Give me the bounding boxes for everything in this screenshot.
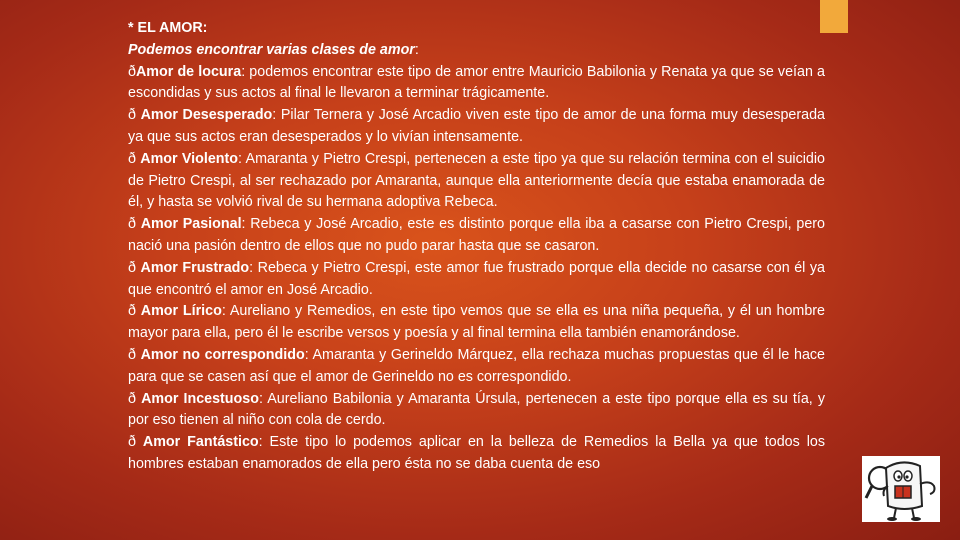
slide-content [128, 18, 825, 476]
love-type-item [128, 389, 825, 433]
subtitle-suffix: : [414, 41, 419, 58]
love-type-description: : Amaranta y Pietro Crespi, pertenecen a este tipo ya que su relación termina con el suicidio de Pietro Crespi, al ser rechazado por Amaranta, aunque ella anteriormente decía que estaba enamorada de él, y hasta se volvió rival de su hermana adoptiva Rebeca. [128, 150, 826, 211]
bullet-glyph: ð [128, 63, 136, 80]
bullet-glyph: ð [128, 434, 136, 451]
bullet-glyph: ð [128, 390, 136, 407]
love-type-description: : Este tipo lo podemos aplicar en la belleza de Remedios la Bella ya que todos los hombres estaban enamorados de ella pero ésta no se daba cuenta de eso [128, 434, 825, 472]
love-type-description: : Amaranta y Gerineldo Márquez, ella rechaza muchas propuestas que él le hace para que se casen así que el amor de Gerineldo no es correspondido. [128, 346, 825, 385]
slide-title: * EL AMOR: [128, 20, 208, 36]
love-type-description: : Rebeca y Pietro Crespi, este amor fue frustrado porque ella decide no casarse con él ya que encontró el amor en José Arcadio. [128, 259, 825, 298]
love-type-description: : Pilar Ternera y José Arcadio viven este tipo de amor de una forma muy desesperada ya que sus actos eran desesperados y lo vivían intensamente. [128, 107, 825, 145]
bullet-glyph: ð [128, 303, 136, 320]
subtitle-text: Podemos encontrar varias clases de amor [128, 41, 415, 58]
love-type-term: Amor Frustrado [140, 259, 250, 276]
love-type-term: Amor no correspondido [140, 346, 305, 363]
bullet-glyph: ð [128, 150, 136, 167]
love-type-item [128, 301, 825, 345]
love-type-item [128, 214, 825, 258]
slide-subtitle [128, 40, 825, 62]
bullet-glyph: ð [128, 259, 136, 276]
love-type-item [128, 105, 825, 149]
love-type-description: : Aureliano Babilonia y Amaranta Úrsula, pertenecen a este tipo porque ella es su tía, y por eso tienen al niño con cola de cerdo. [128, 390, 825, 429]
love-types-list [128, 62, 825, 476]
love-type-description: : Rebeca y José Arcadio, este es distinto porque ella iba a casarse con Pietro Crespi, pero nació una pasión dentro de ellos que no pudo parar hasta que se casaron. [128, 216, 825, 254]
bullet-glyph: ð [128, 216, 136, 233]
bullet-glyph: ð [128, 346, 136, 363]
love-type-item [128, 62, 825, 106]
love-type-term: Amor Violento [140, 150, 239, 167]
love-type-term: Amor Incestuoso [141, 390, 259, 407]
love-type-item [128, 345, 825, 389]
love-type-item [128, 432, 825, 476]
love-type-term: Amor Pasional [140, 216, 242, 233]
love-type-description: : Aureliano y Remedios, en este tipo vemos que se ella es una niña pequeña, y él un hombre mayor para ella, pero él le escribe versos y poesía y al final termina ella también enamorándose. [128, 303, 825, 342]
cartoon-book-character-icon [862, 456, 940, 522]
love-type-item [128, 258, 825, 302]
love-type-term: Amor de locura [135, 63, 242, 80]
love-type-description: : podemos encontrar este tipo de amor entre Mauricio Babilonia y Renata ya que se veían a escondidas y sus actos al final le llevaron a terminar trágicamente. [128, 63, 825, 102]
bullet-glyph: ð [128, 107, 136, 124]
love-type-term: Amor Fantástico [142, 434, 259, 451]
love-type-term: Amor Lírico [140, 303, 222, 320]
love-type-item [128, 149, 825, 214]
love-type-term: Amor Desesperado [140, 107, 273, 124]
